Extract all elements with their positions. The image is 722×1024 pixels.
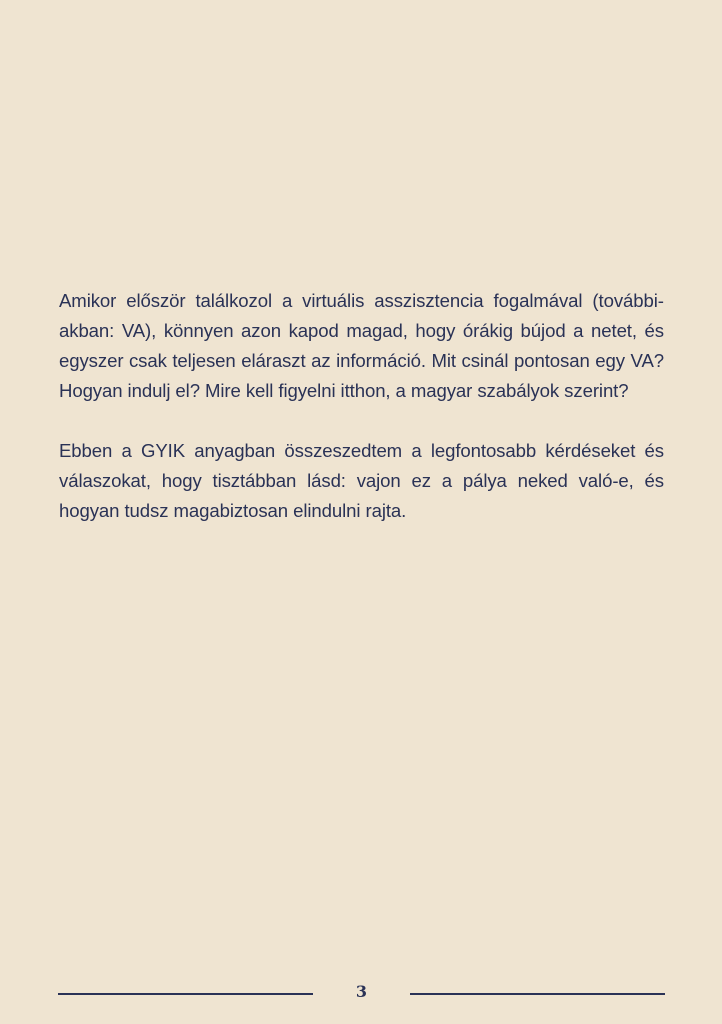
page-content xyxy=(59,286,664,526)
footer-rule-left xyxy=(58,993,313,995)
page-number: 3 xyxy=(355,982,368,1001)
intro-paragraph: Amikor először találkozol a virtuális asszisztencia fogalmával (továbbiakban: VA), könnyen azon kapod magad, hogy órákig bújod a netet, és egyszer csak teljesen eláraszt az információ. Mit csinál pontosan egy VA? Hogyan indulj el? Mire kell figyelni itthon, a magyar szabályok szerint? xyxy=(59,290,664,401)
faq-intro-paragraph: Ebben a GYIK anyagban összeszedtem a legfontosabb kérdéseket és válaszokat, hogy tisztábban lásd: vajon ez a pálya neked való-e, és hogyan tudsz magabiztosan elindulni rajta. xyxy=(59,440,664,521)
page-footer xyxy=(58,978,665,1008)
footer-rule-right xyxy=(410,993,665,995)
